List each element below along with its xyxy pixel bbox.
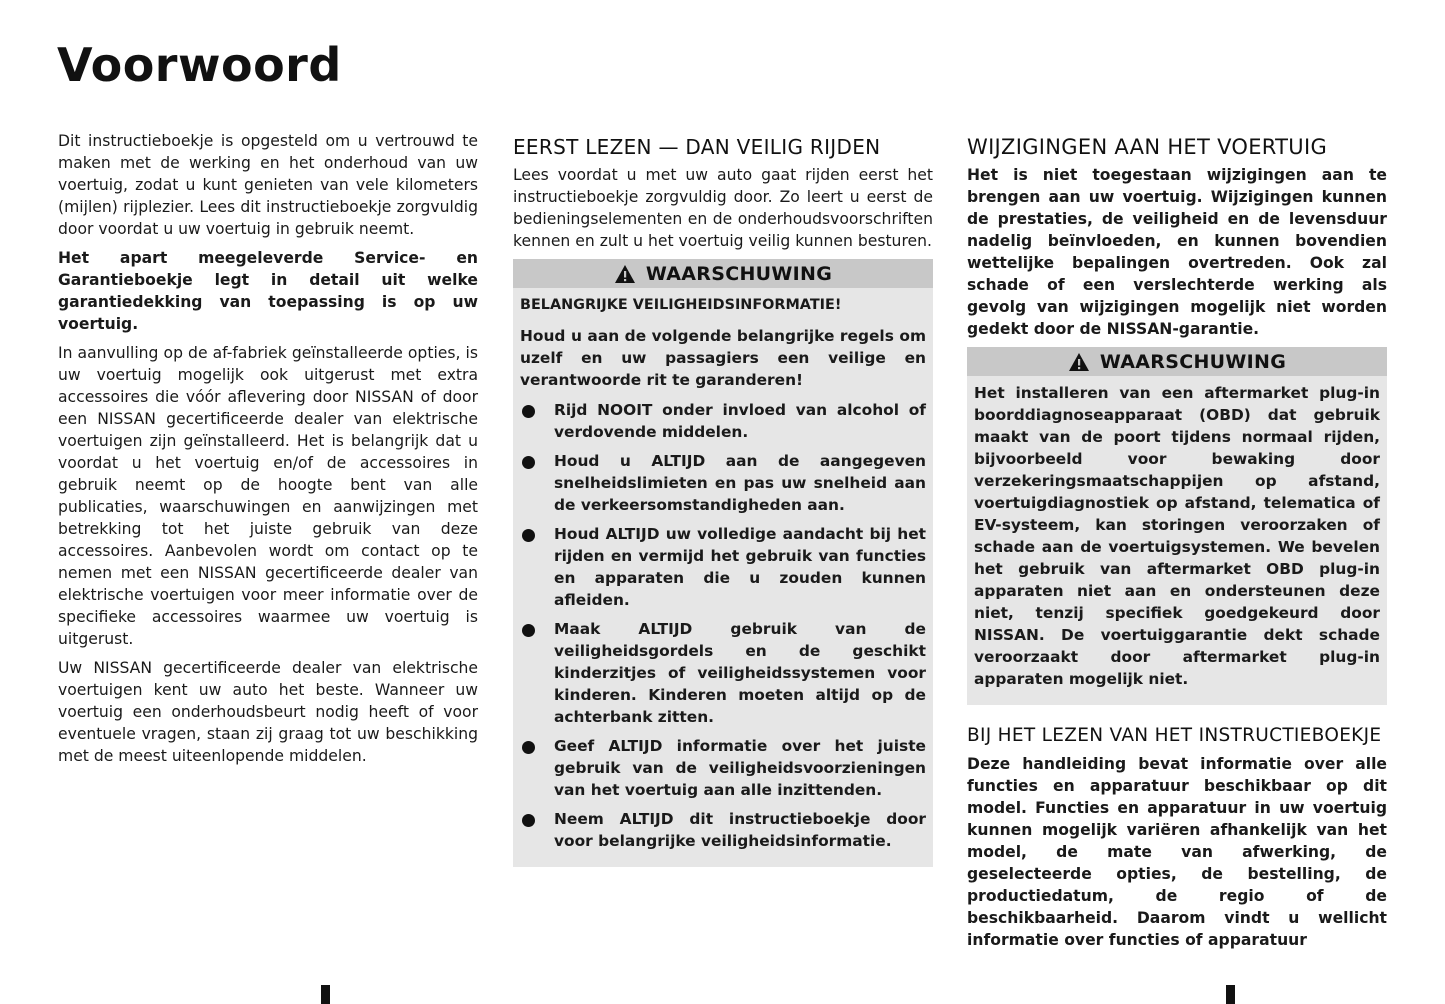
bullet-icon xyxy=(522,456,535,469)
foreword-paragraph-1: Dit instructieboekje is opgesteld om u vertrouwd te maken met de werking en het onderhoud van uw voertuig, zodat u kunt genieten van vele kilometers (mijlen) rijplezier. Lees dit instructieboekje zorgvuldig door voordat u uw voertuig in gebruik neemt. xyxy=(58,132,478,238)
section-heading-modifications: WIJZIGINGEN AAN HET VOERTUIG xyxy=(967,135,1328,159)
warning-lead: Houd u aan de volgende belangrijke regels om uzelf en uw passagiers een veilige en verantwoorde rit te garanderen! xyxy=(520,327,926,389)
column-foreword xyxy=(58,130,478,774)
page-edge-mark-right xyxy=(1226,985,1235,1004)
obd-warning-text: Het installeren van een aftermarket plug-in boorddiagnoseapparaat (OBD) dat gebruik maakt van de poort tijdens normaal rijden, bijvoorbeeld voor bewaking door verzekeringsmaatschappijen op afstand, voertuigdiagnostiek op afstand, telematica of EV-systeem, kan storingen veroorzaken of schade aan de voertuigsystemen. We bevelen het gebruik van aftermarket OBD plug-in apparaten niet aan en ondersteunen deze niet, tenzij specifiek goedgekeurd door NISSAN. De voertuiggarantie dekt schade veroorzaakt door aftermarket plug-in apparaten mogelijk niet. xyxy=(974,384,1380,688)
list-item xyxy=(520,450,926,516)
foreword-paragraph-2: Het apart meegeleverde Service- en Garantieboekje legt in detail uit welke garantiedekking van toepassing is op uw voertuig. xyxy=(58,249,478,333)
section-heading-reading-manual: BIJ HET LEZEN VAN HET INSTRUCTIEBOEKJE xyxy=(967,725,1382,746)
bullet-icon xyxy=(522,405,535,418)
page-edge-mark-left xyxy=(321,985,330,1004)
list-item-text: Maak ALTIJD gebruik van de veiligheidsgordels en de geschikt kinderzitjes of veiligheidssystemen voor kinderen. Kinderen moeten altijd op de achterbank zitten. xyxy=(554,620,926,726)
list-item xyxy=(520,618,926,728)
reading-manual-text: Deze handleiding bevat informatie over alle functies en apparatuur beschikbaar op dit model. Functies en apparatuur in uw voertuig kunnen mogelijk variëren afhankelijk van het model, de mate van afwerking, de geselecteerde opties, de bestelling, de productiedatum, de regio of de beschikbaarheid. Daarom vindt u wellicht informatie over functies of apparatuur xyxy=(967,755,1387,949)
list-item xyxy=(520,735,926,801)
obd-warning-box xyxy=(967,347,1387,705)
warning-header xyxy=(967,347,1387,376)
modifications-intro: Het is niet toegestaan wijzigingen aan te brengen aan uw voertuig. Wijzigingen kunnen de prestaties, de veiligheid en de levensduur nadelig beïnvloeden, en kunnen bovendien wettelijke bepalingen overtreden. Ook zal schade of een verslechterde werking als gevolg van wijzigingen mogelijk niet worden gedekt door de NISSAN-garantie. xyxy=(967,166,1387,338)
bullet-icon xyxy=(522,529,535,542)
column-modifications xyxy=(967,130,1387,958)
list-item-text: Houd ALTIJD uw volledige aandacht bij het rijden en vermijd het gebruik van functies en apparaten die u zouden kunnen afleiden. xyxy=(554,525,926,609)
warning-body xyxy=(513,288,933,861)
bullet-icon xyxy=(522,624,535,637)
column-read-first xyxy=(513,130,933,867)
bullet-icon xyxy=(522,814,535,827)
section-heading-read-first: EERST LEZEN — DAN VEILIG RIJDEN xyxy=(513,135,881,159)
bullet-icon xyxy=(522,741,535,754)
warning-triangle-icon xyxy=(614,264,636,284)
read-first-intro: Lees voordat u met uw auto gaat rijden eerst het instructieboekje zorgvuldig door. Zo leert u eerst de bedieningselementen en de onderhoudsvoorschriften kennen en zult u het voertuig veilig kunnen besturen. xyxy=(513,166,933,250)
warning-label: WAARSCHUWING xyxy=(1099,350,1287,373)
warning-caption: BELANGRIJKE VEILIGHEIDSINFORMATIE! xyxy=(520,297,842,313)
list-item-text: Geef ALTIJD informatie over het juiste gebruik van de veiligheidsvoorzieningen van het voertuig aan alle inzittenden. xyxy=(554,737,926,799)
safety-rules-list xyxy=(520,399,926,852)
warning-label: WAARSCHUWING xyxy=(645,262,833,285)
page-title: Voorwoord xyxy=(57,38,342,92)
warning-header xyxy=(513,259,933,288)
safety-warning-box xyxy=(513,259,933,867)
foreword-paragraph-4: Uw NISSAN gecertificeerde dealer van elektrische voertuigen kent uw auto het beste. Wanneer uw voertuig een onderhoudsbeurt nodig heeft of voor eventuele vragen, staan zij graag tot uw beschikking met de meest uiteenlopende middelen. xyxy=(58,659,478,765)
list-item xyxy=(520,523,926,611)
list-item xyxy=(520,399,926,443)
list-item-text: Houd u ALTIJD aan de aangegeven snelheidslimieten en pas uw snelheid aan de verkeersomstandigheden aan. xyxy=(554,452,926,514)
list-item-text: Rijd NOOIT onder invloed van alcohol of verdovende middelen. xyxy=(554,401,926,441)
list-item xyxy=(520,808,926,852)
list-item-text: Neem ALTIJD dit instructieboekje door voor belangrijke veiligheidsinformatie. xyxy=(554,810,926,850)
warning-body xyxy=(967,376,1387,699)
foreword-paragraph-3: In aanvulling op de af-fabriek geïnstalleerde opties, is uw voertuig mogelijk ook uitgerust met extra accessoires die vóór aflevering door NISSAN of door een NISSAN gecertificeerde dealer van elektrische voertuigen zijn geïnstalleerd. Het is belangrijk dat u voordat u het voertuig en/of de accessoires in gebruik neemt op de hoogte bent van alle publicaties, waarschuwingen en aanwijzingen met betrekking tot het juiste gebruik van deze accessoires. Aanbevolen wordt om contact op te nemen met een NISSAN gecertificeerde dealer van elektrische voertuigen voor meer informatie over de specifieke accessoires waarmee uw voertuig is uitgerust. xyxy=(58,344,478,648)
warning-triangle-icon xyxy=(1068,352,1090,372)
